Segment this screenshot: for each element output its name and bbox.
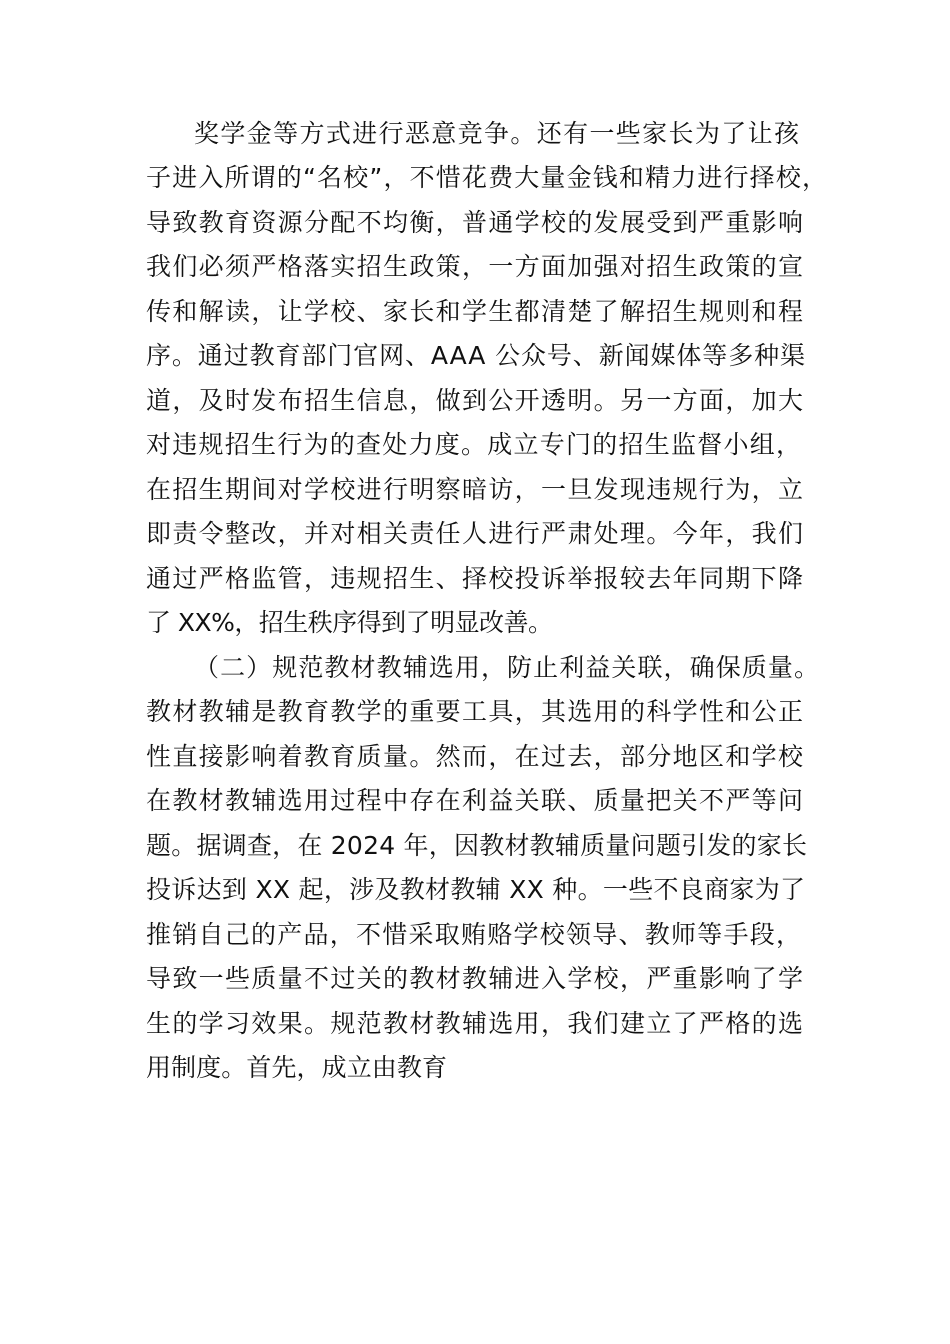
text-line: 我们必须严格落实招生政策，一方面加强对招生政策的宣 xyxy=(146,252,805,281)
text-line: 了 XX%，招生秩序得到了明显改善。 xyxy=(146,608,553,637)
text-line: 导致教育资源分配不均衡，普通学校的发展受到严重影响 xyxy=(146,208,805,237)
text-line: 生的学习效果。规范教材教辅选用，我们建立了严格的选 xyxy=(146,1009,805,1038)
section-heading: （二）规范教材教辅选用，防止利益关联，确保质量。 xyxy=(194,653,821,682)
text-line: 奖学金等方式进行恶意竞争。还有一些家长为了让孩 xyxy=(194,119,801,148)
text-line: 即责令整改，并对相关责任人进行严肃处理。今年，我们 xyxy=(146,519,805,548)
text-line: 在招生期间对学校进行明察暗访，一旦发现违规行为，立 xyxy=(146,475,805,504)
text-line: 传和解读，让学校、家长和学生都清楚了解招生规则和程 xyxy=(146,297,805,326)
text-line: 性直接影响着教育质量。然而，在过去，部分地区和学校 xyxy=(146,742,805,771)
text-line: 序。通过教育部门官网、AAA 公众号、新闻媒体等多种渠 xyxy=(146,341,806,370)
text-line: 道，及时发布招生信息，做到公开透明。另一方面，加大 xyxy=(146,386,805,415)
text-line: 在教材教辅选用过程中存在利益关联、质量把关不严等问 xyxy=(146,786,805,815)
text-line: 用制度。首先，成立由教育 xyxy=(146,1053,448,1082)
text-line: 子进入所谓的“名校”，不惜花费大量金钱和精力进行择校， xyxy=(146,163,829,192)
text-line: 对违规招生行为的查处力度。成立专门的招生监督小组， xyxy=(146,430,803,459)
text-line: 教材教辅是教育教学的重要工具，其选用的科学性和公正 xyxy=(146,697,805,726)
text-line: 投诉达到 XX 起，涉及教材教辅 XX 种。一些不良商家为了 xyxy=(146,875,806,904)
text-line: 通过严格监管，违规招生、择校投诉举报较去年同期下降 xyxy=(146,564,805,593)
text-line: 导致一些质量不过关的教材教辅进入学校，严重影响了学 xyxy=(146,964,805,993)
text-line: 推销自己的产品，不惜采取贿赂学校领导、教师等手段， xyxy=(146,920,803,949)
text-line: 题。据调查，在 2024 年，因教材教辅质量问题引发的家长 xyxy=(146,831,808,860)
